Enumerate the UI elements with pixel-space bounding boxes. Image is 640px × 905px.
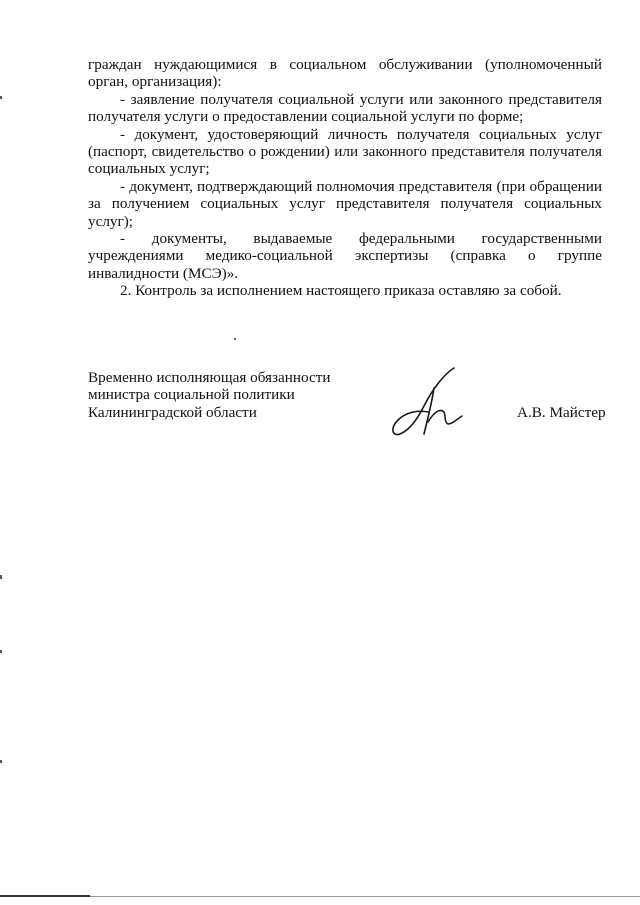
scan-speck bbox=[234, 338, 236, 340]
scan-margin-mark bbox=[0, 760, 2, 763]
signatory-position bbox=[88, 369, 388, 421]
scan-margin-mark bbox=[0, 96, 2, 99]
signer-name: А.В. Майстер bbox=[517, 404, 606, 421]
handwritten-signature bbox=[388, 362, 468, 442]
position-line: министра социальной политики bbox=[88, 386, 295, 404]
paragraph-control-clause: 2. Контроль за исполнением настоящего приказа оставляю за собой. bbox=[120, 282, 562, 300]
scan-margin-mark bbox=[0, 575, 2, 579]
paragraph-continuation: граждан нуждающимися в социальном обслуживании (уполномоченный орган, организация): bbox=[88, 56, 602, 91]
list-item-authority-document: - документ, подтверждающий полномочия представителя (при обращении за получением социальных услуг представителя получателя социальных услуг); bbox=[88, 177, 602, 230]
position-line: Калининградской области bbox=[88, 403, 257, 421]
position-line: Временно исполняющая обязанности bbox=[88, 369, 331, 386]
list-item-application: - заявление получателя социальной услуги или законного представителя получателя услуги о предоставлении социальной услуги по форме; bbox=[88, 90, 602, 126]
scan-bottom-edge bbox=[0, 896, 640, 897]
list-item-mse-documents: - документы, выдаваемые федеральными государственными учреждениями медико-социальной экспертизы (справка о группе инвалидности (МСЭ)». bbox=[88, 230, 602, 282]
scan-bottom-edge-dark bbox=[0, 895, 90, 897]
list-item-identity-document: - документ, удостоверяющий личность получателя социальных услуг (паспорт, свидетельство о рождении) или законного представителя получателя социальных услуг; bbox=[88, 125, 602, 178]
scan-margin-mark bbox=[0, 650, 2, 653]
document-body bbox=[88, 56, 602, 300]
